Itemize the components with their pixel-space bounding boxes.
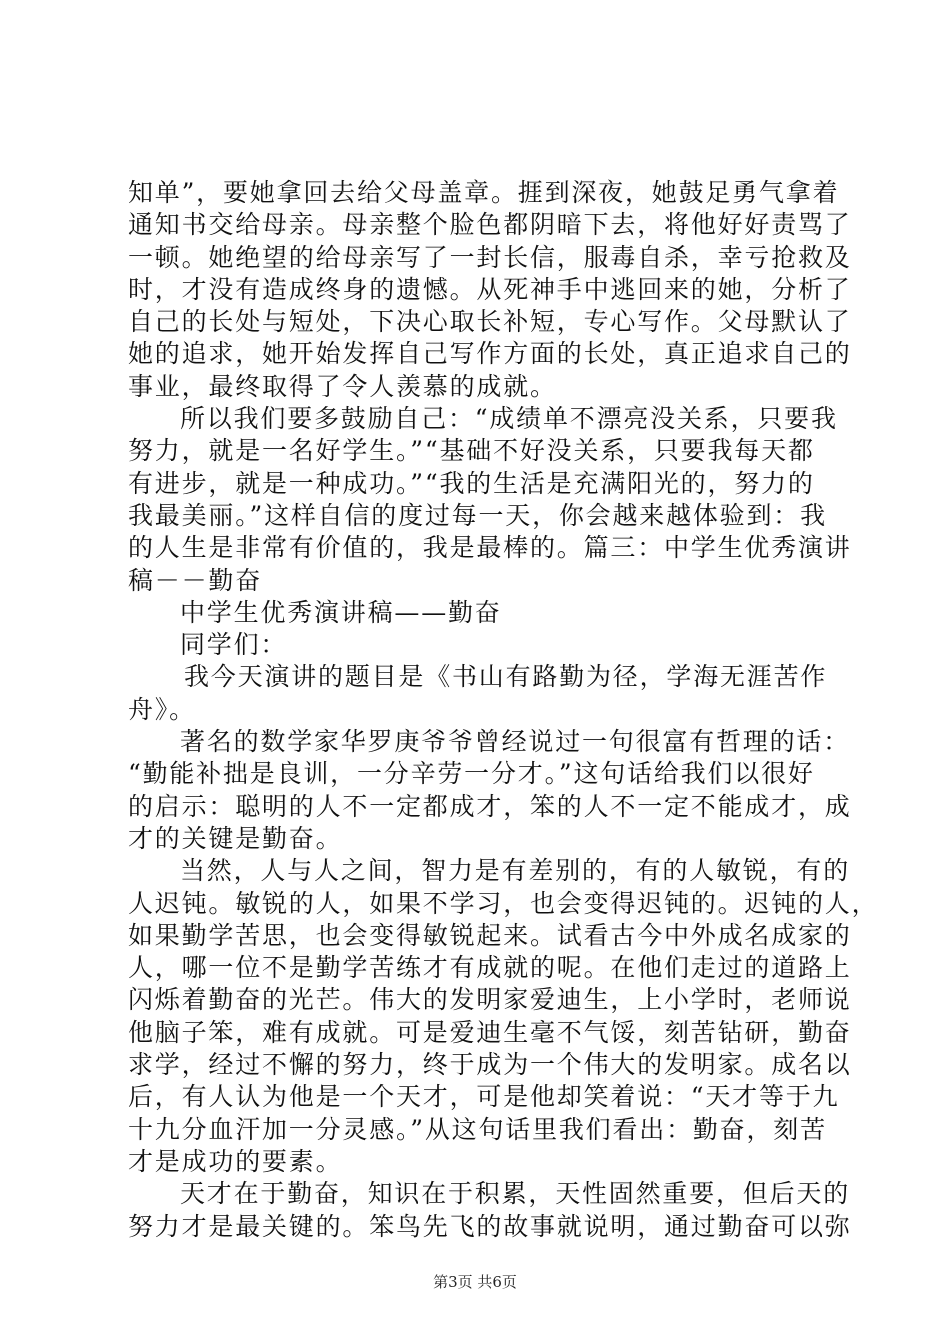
text-line: 人，哪一位不是勤学苦练才有成就的呢。在他们走过的道路上: [128, 953, 852, 983]
text-line: 才是成功的要素。: [128, 1146, 343, 1176]
text-line: 一顿。她绝望的给母亲写了一封长信，服毒自杀，幸亏抢救及: [128, 242, 852, 272]
body-text: [128, 177, 879, 1243]
text-line: 努力才是最关键的。笨鸟先飞的故事就说明，通过勤奋可以弥: [128, 1211, 852, 1241]
text-line: 闪烁着勤奋的光芒。伟大的发明家爱迪生，上小学时，老师说: [128, 985, 852, 1015]
text-line: 中学生优秀演讲稿——勤奋: [180, 597, 502, 627]
text-line: 求学，经过不懈的努力，终于成为一个伟大的发明家。成名以: [128, 1050, 852, 1080]
text-line: 事业，最终取得了令人羡慕的成就。: [128, 371, 557, 401]
text-line: 自己的长处与短处，下决心取长补短，专心写作。父母默认了: [128, 307, 852, 337]
text-line: 同学们：: [180, 630, 288, 660]
text-line: 通知书交给母亲。母亲整个脸色都阴暗下去，将他好好责骂了: [128, 210, 852, 240]
text-line: 后，有人认为他是一个天才，可是他却笑着说：“天才等于九: [128, 1082, 840, 1112]
text-line: 知单”，要她拿回去给父母盖章。捱到深夜，她鼓足勇气拿着: [128, 178, 840, 207]
text-line: 我今天演讲的题目是《书山有路勤为径，学海无涯苦作: [184, 662, 828, 692]
text-line: 努力，就是一名好学生。”“基础不好没关系，只要我每天都: [128, 436, 815, 466]
text-line: 天才在于勤奋，知识在于积累，天性固然重要，但后天的: [180, 1179, 851, 1209]
text-line: 他脑子笨，难有成就。可是爱迪生毫不气馁，刻苦钻研，勤奋: [128, 1017, 852, 1047]
text-line: 有进步，就是一种成功。”“我的生活是充满阳光的，努力的: [128, 468, 815, 498]
text-line: 如果勤学苦思，也会变得敏锐起来。试看古今中外成名成家的: [128, 920, 852, 950]
text-line: 当然，人与人之间，智力是有差别的，有的人敏锐，有的: [180, 856, 851, 886]
text-line: 著名的数学家华罗庚爷爷曾经说过一句很富有哲理的话：: [180, 727, 851, 757]
text-line: 的人生是非常有价值的，我是最棒的。篇三：中学生优秀演讲: [128, 533, 852, 563]
text-line: 舟》。: [128, 694, 196, 724]
text-line: 时，才没有造成终身的遗憾。从死神手中逃回来的她，分析了: [128, 274, 852, 304]
text-line: “勤能补拙是良训，一分辛劳一分才。”这句话给我们以很好: [128, 759, 815, 789]
text-line: 我最美丽。”这样自信的度过每一天，你会越来越体验到：我: [128, 500, 827, 530]
text-line: 的启示：聪明的人不一定都成才，笨的人不一定不能成才，成: [128, 791, 852, 821]
text-line: 才的关键是勤奋。: [128, 823, 343, 853]
text-line: 十九分血汗加一分灵感。”从这句话里我们看出：勤奋，刻苦: [128, 1114, 827, 1144]
text-line: 她的追求，她开始发挥自己写作方面的长处，真正追求自己的: [128, 339, 852, 369]
text-line: 人迟钝。敏锐的人，如果不学习，也会变得迟钝的。迟钝的人，: [128, 888, 879, 918]
page-footer: 第3页 共6页: [433, 1273, 517, 1291]
text-line: 所以我们要多鼓励自己：“成绩单不漂亮没关系，只要我: [180, 404, 838, 434]
text-line: 稿－－勤奋: [128, 565, 263, 595]
